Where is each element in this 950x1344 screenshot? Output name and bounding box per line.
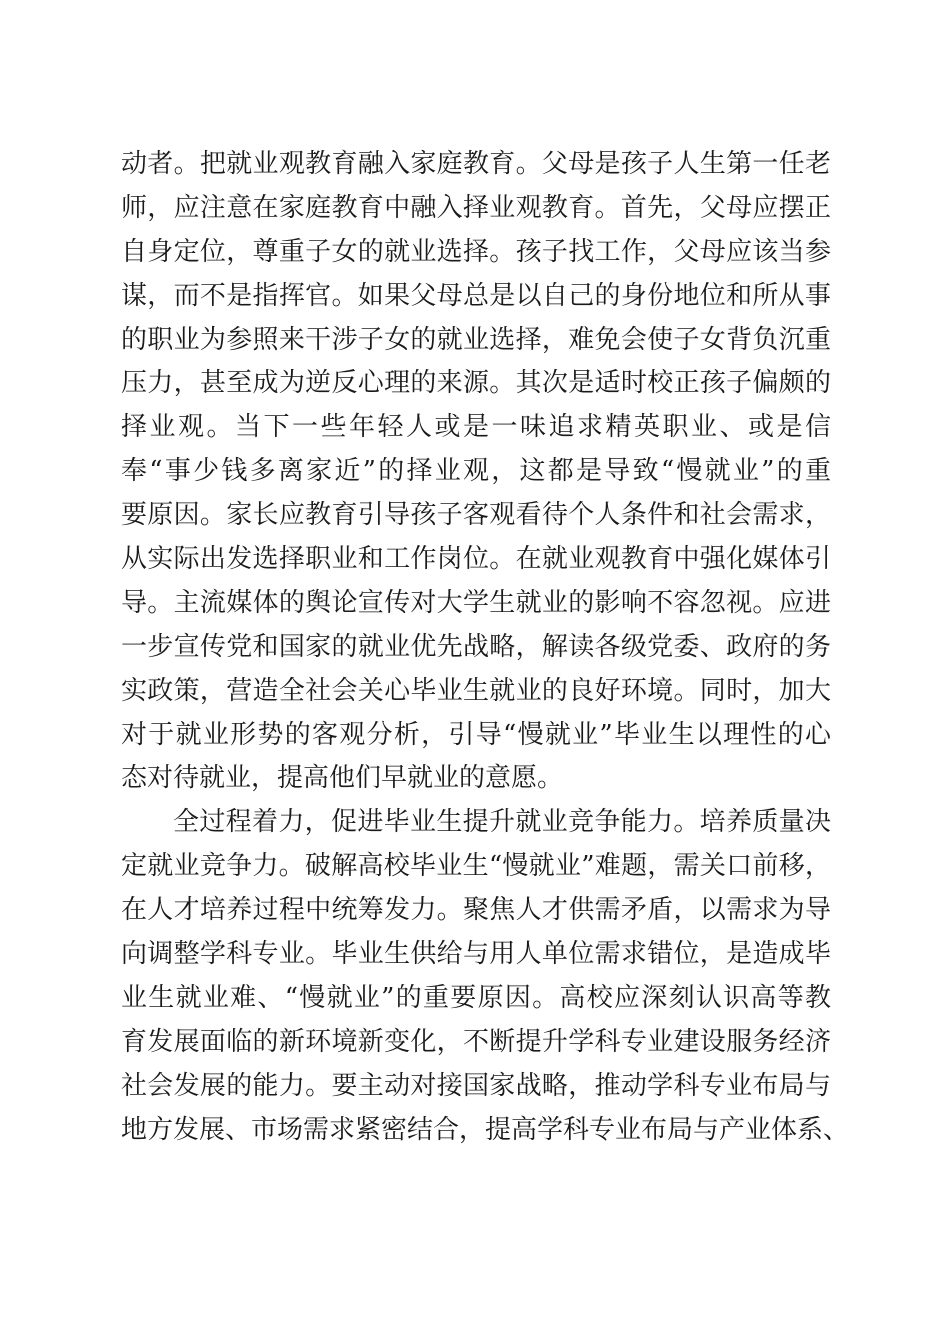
text-line: 态对待就业，提高他们早就业的意愿。	[121, 763, 564, 794]
paragraph-2	[121, 801, 850, 1152]
text-line: 一步宣传党和国家的就业优先战略，解读各级党委、政府的务	[121, 631, 831, 662]
text-line: 师，应注意在家庭教育中融入择业观教育。首先，父母应摆正	[121, 192, 831, 223]
text-line: 动者。把就业观教育融入家庭教育。父母是孩子人生第一任老	[121, 149, 831, 179]
text-line: 自身定位，尊重子女的就业选择。孩子找工作，父母应该当参	[121, 236, 831, 267]
text-line: 压力，甚至成为逆反心理的来源。其次是适时校正孩子偏颇的	[121, 368, 831, 399]
text-line: 从实际出发选择职业和工作岗位。在就业观教育中强化媒体引	[121, 544, 831, 575]
text-line: 向调整学科专业。毕业生供给与用人单位需求错位，是造成毕	[121, 939, 831, 970]
text-line: 社会发展的能力。要主动对接国家战略，推动学科专业布局与	[121, 1070, 831, 1101]
text-line: 业生就业难、“慢就业”的重要原因。高校应深刻认识高等教	[121, 982, 831, 1013]
text-line: 谋，而不是指挥官。如果父母总是以自己的身份地位和所从事	[121, 280, 831, 311]
text-line: 的职业为参照来干涉子女的就业选择，难免会使子女背负沉重	[121, 324, 831, 355]
text-line: 要原因。家长应教育引导孩子客观看待个人条件和社会需求，	[121, 500, 831, 531]
text-line: 择业观。当下一些年轻人或是一味追求精英职业、或是信	[121, 412, 831, 443]
text-line: 定就业竞争力。破解高校毕业生“慢就业”难题，需关口前移，	[121, 851, 831, 882]
text-line: 导。主流媒体的舆论宣传对大学生就业的影响不容忽视。应进	[121, 587, 831, 618]
paragraph-1	[121, 143, 831, 801]
text-line: 对于就业形势的客观分析，引导“慢就业”毕业生以理性的心	[121, 719, 831, 750]
text-line: 地方发展、市场需求紧密结合，提高学科专业布局与产业体系、	[121, 1114, 850, 1145]
body-text	[121, 143, 850, 1152]
text-line: 奉“事少钱多离家近”的择业观，这都是导致“慢就业”的重	[121, 456, 831, 487]
text-line: 在人才培养过程中统筹发力。聚焦人才供需矛盾，以需求为导	[121, 895, 831, 926]
text-line: 实政策，营造全社会关心毕业生就业的良好环境。同时，加大	[121, 675, 831, 706]
text-line: 育发展面临的新环境新变化，不断提升学科专业建设服务经济	[121, 1026, 831, 1057]
text-line: 全过程着力，促进毕业生提升就业竞争能力。培养质量决	[173, 807, 831, 838]
